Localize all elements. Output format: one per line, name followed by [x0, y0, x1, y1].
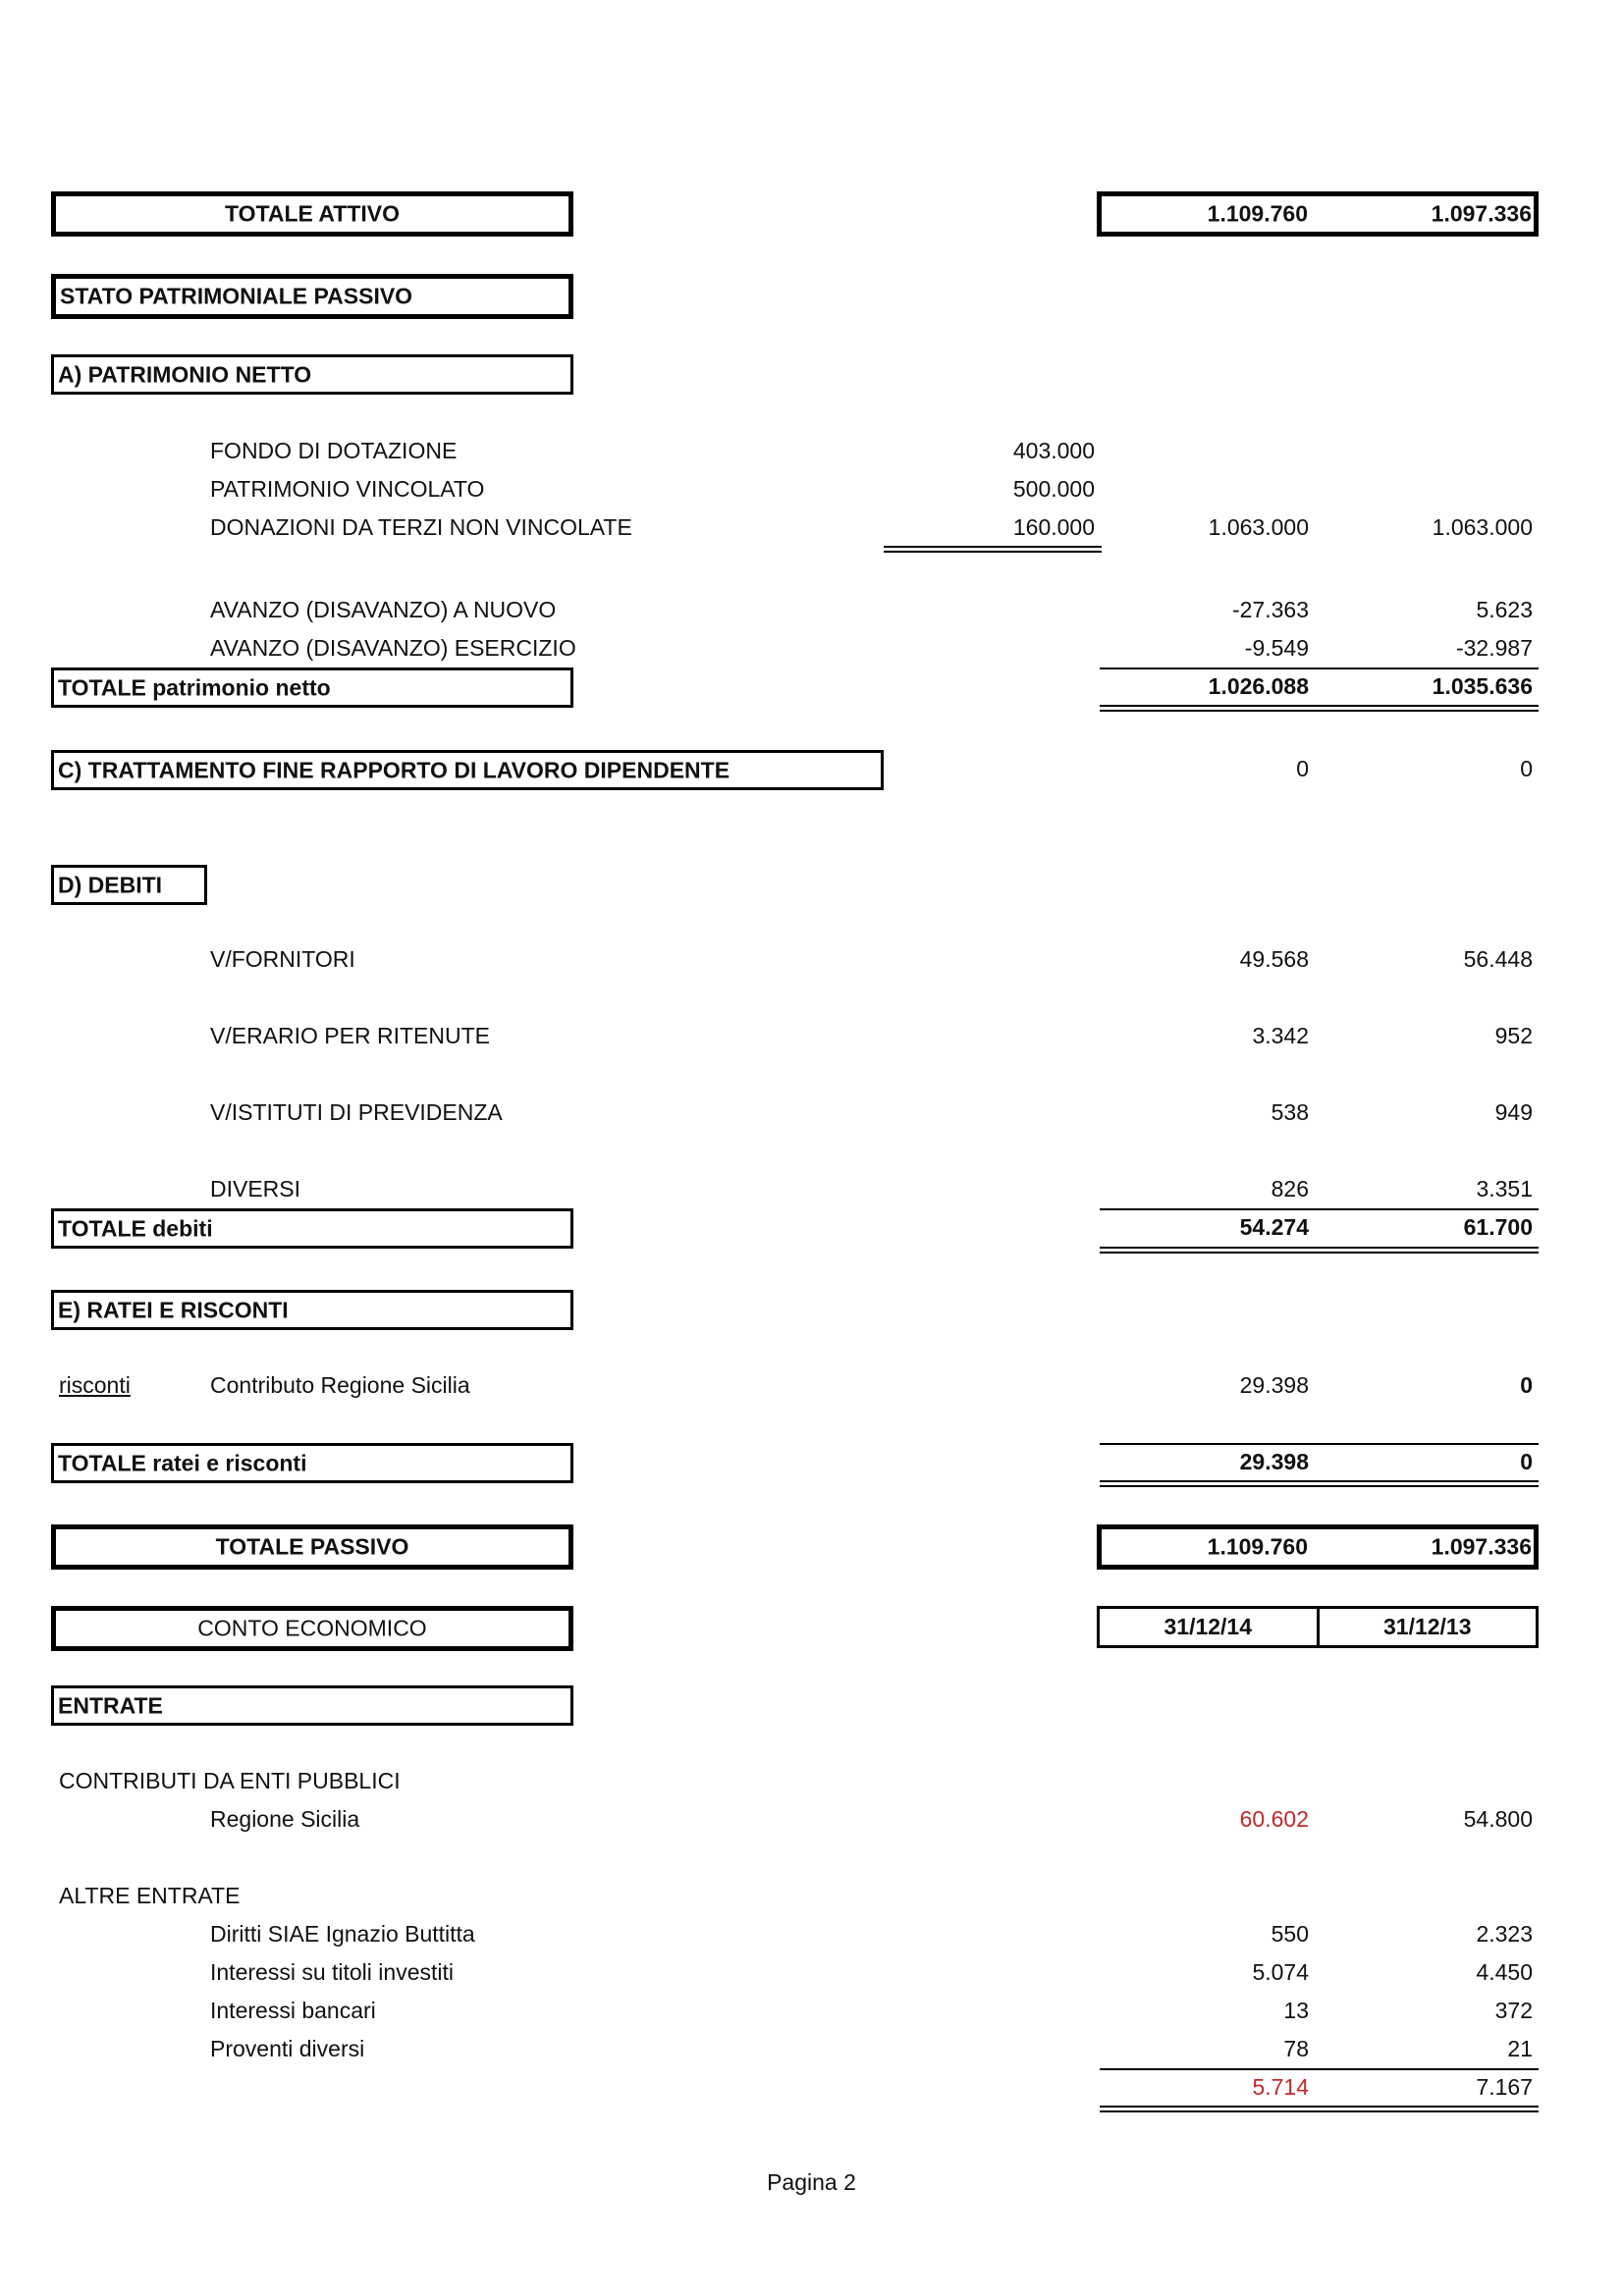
siae-2013: 2.323: [1476, 1921, 1533, 1947]
totale-attivo-2013: 1.097.336: [1431, 200, 1532, 227]
avanzo-nuovo-label: AVANZO (DISAVANZO) A NUOVO: [210, 597, 557, 622]
diversi-2013: 3.351: [1476, 1176, 1533, 1201]
totale-patrimonio-2014: 1.026.088: [1208, 673, 1309, 699]
bancari-2014: 13: [1283, 1998, 1309, 2023]
fornitori-2014: 49.568: [1239, 946, 1309, 972]
ratei-total-line: [1100, 1443, 1539, 1445]
totale-debiti-label: TOTALE debiti: [58, 1215, 213, 1241]
titoli-label: Interessi su titoli investiti: [210, 1959, 454, 1985]
totale-attivo-label: TOTALE ATTIVO: [224, 200, 401, 227]
risconti-label: Contributo Regione Sicilia: [210, 1372, 470, 1398]
avanzo-esercizio-2013: -32.987: [1455, 635, 1533, 661]
tfr-label: C) TRATTAMENTO FINE RAPPORTO DI LAVORO DIPENDENTE: [58, 757, 730, 782]
fornitori-2013: 56.448: [1463, 946, 1533, 972]
date-columns-box: [1097, 1606, 1539, 1648]
totale-patrimonio-label: TOTALE patrimonio netto: [58, 674, 331, 700]
altre-entrate-total-line: [1100, 2068, 1539, 2070]
altre-entrate-label: ALTRE ENTRATE: [59, 1883, 241, 1908]
totale-debiti-box: [51, 1208, 573, 1249]
avanzo-nuovo-2014: -27.363: [1231, 597, 1309, 622]
totale-attivo-box: [51, 191, 573, 237]
entrate-header: [51, 1685, 573, 1726]
bancari-label: Interessi bancari: [210, 1998, 376, 2023]
erario-2014: 3.342: [1252, 1023, 1309, 1048]
totale-passivo-2013: 1.097.336: [1431, 1533, 1532, 1560]
avanzo-nuovo-2013: 5.623: [1476, 597, 1533, 622]
totale-passivo-label: TOTALE PASSIVO: [215, 1533, 409, 1560]
previdenza-2014: 538: [1271, 1099, 1309, 1125]
proventi-2014: 78: [1283, 2036, 1309, 2061]
totale-patrimonio-box: [51, 667, 573, 708]
patrimonio-netto-label: A) PATRIMONIO NETTO: [58, 361, 312, 387]
patrimonio-total-line: [1100, 667, 1539, 669]
ratei-double-underline: [1100, 1480, 1539, 1487]
totale-debiti-2013: 61.700: [1463, 1214, 1533, 1240]
conto-economico-box: [51, 1606, 573, 1651]
totale-ratei-2014: 29.398: [1239, 1449, 1309, 1474]
titoli-2013: 4.450: [1476, 1959, 1533, 1985]
totale-altre-2013: 7.167: [1476, 2074, 1533, 2100]
totale-altre-2014: 5.714: [1252, 2074, 1309, 2100]
totale-passivo-values-box: [1097, 1524, 1539, 1570]
stato-passivo-box: [51, 274, 573, 319]
donazioni-label: DONAZIONI DA TERZI NON VINCOLATE: [210, 514, 632, 540]
altre-entrate-double-underline: [1100, 2106, 1539, 2112]
totale-ratei-2013: 0: [1520, 1449, 1533, 1474]
regione-2013: 54.800: [1463, 1806, 1533, 1832]
diversi-label: DIVERSI: [210, 1176, 301, 1201]
avanzo-esercizio-label: AVANZO (DISAVANZO) ESERCIZIO: [210, 635, 576, 661]
risconti-2014: 29.398: [1239, 1372, 1309, 1398]
fondo-dotazione-value: 403.000: [1012, 438, 1095, 463]
diversi-2014: 826: [1271, 1176, 1309, 1201]
fondi-double-underline: [884, 546, 1102, 553]
erario-2013: 952: [1494, 1023, 1533, 1048]
fornitori-label: V/FORNITORI: [210, 946, 355, 972]
totale-attivo-values-box: [1097, 191, 1539, 237]
totale-ratei-label: TOTALE ratei e risconti: [58, 1450, 307, 1475]
regione-label: Regione Sicilia: [210, 1806, 360, 1832]
page-number: Pagina 2: [767, 2169, 856, 2195]
contributi-label: CONTRIBUTI DA ENTI PUBBLICI: [59, 1768, 401, 1793]
siae-label: Diritti SIAE Ignazio Buttitta: [210, 1921, 475, 1947]
debiti-label: D) DEBITI: [58, 872, 163, 897]
siae-2014: 550: [1271, 1921, 1309, 1947]
patrimonio-vincolato-label: PATRIMONIO VINCOLATO: [210, 476, 485, 502]
tfr-2013: 0: [1520, 756, 1533, 781]
debiti-header: [51, 865, 207, 905]
conto-economico-label: CONTO ECONOMICO: [197, 1615, 427, 1641]
fondo-dotazione-label: FONDO DI DOTAZIONE: [210, 438, 458, 463]
column-2014-header: 31/12/14: [1163, 1614, 1253, 1639]
proventi-2013: 21: [1507, 2036, 1533, 2061]
totale-passivo-box: [51, 1524, 573, 1570]
totale-ratei-box: [51, 1443, 573, 1483]
totale-patrimonio-2013: 1.035.636: [1432, 673, 1533, 699]
entrate-label: ENTRATE: [58, 1692, 163, 1718]
ratei-header: [51, 1290, 573, 1330]
tfr-header: [51, 750, 884, 790]
debiti-double-underline: [1100, 1247, 1539, 1254]
donazioni-value: 160.000: [1012, 514, 1095, 540]
regione-2014: 60.602: [1239, 1806, 1309, 1832]
avanzo-esercizio-2014: -9.549: [1244, 635, 1309, 661]
debiti-total-line: [1100, 1208, 1539, 1210]
ratei-label: E) RATEI E RISCONTI: [58, 1297, 289, 1322]
tfr-2014: 0: [1296, 756, 1309, 781]
patrimonio-double-underline: [1100, 705, 1539, 712]
erario-label: V/ERARIO PER RITENUTE: [210, 1023, 490, 1048]
donazioni-2013: 1.063.000: [1432, 514, 1533, 540]
totale-attivo-2014: 1.109.760: [1207, 200, 1308, 227]
risconti-2013: 0: [1520, 1372, 1533, 1398]
totale-passivo-2014: 1.109.760: [1207, 1533, 1308, 1560]
proventi-label: Proventi diversi: [210, 2036, 365, 2061]
patrimonio-netto-header: [51, 354, 573, 395]
donazioni-2014: 1.063.000: [1208, 514, 1309, 540]
totale-debiti-2014: 54.274: [1239, 1214, 1309, 1240]
bancari-2013: 372: [1494, 1998, 1533, 2023]
stato-passivo-label: STATO PATRIMONIALE PASSIVO: [60, 283, 413, 309]
previdenza-label: V/ISTITUTI DI PREVIDENZA: [210, 1099, 503, 1125]
risconti-tag: risconti: [59, 1372, 131, 1398]
previdenza-2013: 949: [1494, 1099, 1533, 1125]
titoli-2014: 5.074: [1252, 1959, 1309, 1985]
patrimonio-vincolato-value: 500.000: [1012, 476, 1095, 502]
column-2013-header: 31/12/13: [1317, 1609, 1537, 1645]
